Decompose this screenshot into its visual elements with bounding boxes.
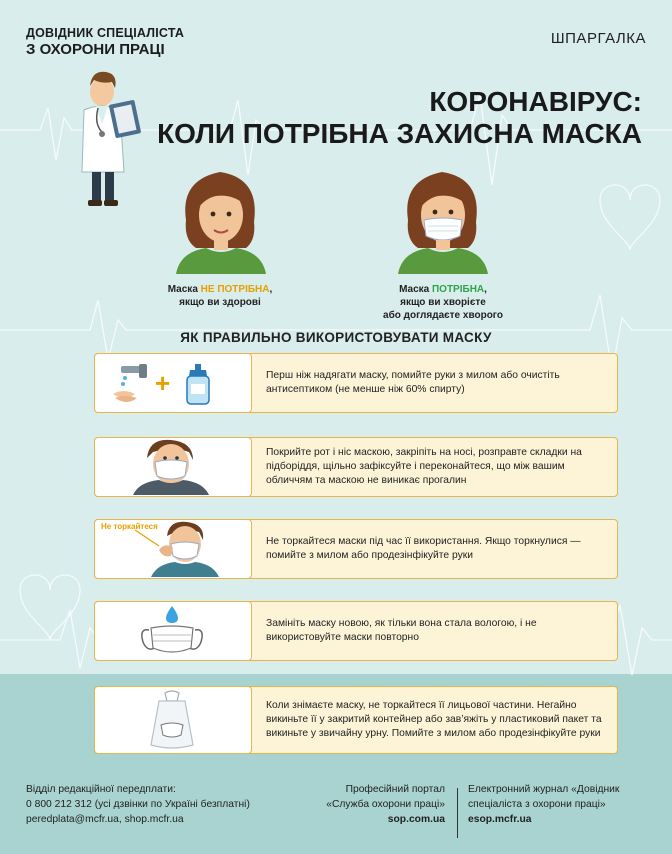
brand-line-1: ДОВІДНИК СПЕЦІАЛІСТА [26,26,185,40]
step-4-text: Замініть маску новою, як тільки вона стала вологою, і не використовуйте маски повторно [266,618,537,643]
step-1-picture [94,353,252,413]
step-card-5 [94,686,618,754]
step-card-2 [94,437,618,497]
caption-mask-needed: Маска ПОТРІБНА, якщо ви хворієте або доглядаєте хворого [383,284,503,321]
footer-portal-link[interactable]: sop.com.ua [387,814,445,825]
step-2-picture [94,437,252,497]
handwash-sanitizer-icon [95,354,250,411]
page-title-line-1: КОРОНАВІРУС: [429,86,642,117]
cheatsheet-badge: ШПАРГАЛКА [550,30,646,47]
woman-with-mask-illustration [398,160,488,274]
page-title-line-2: КОЛИ ПОТРІБНА ЗАХИСНА МАСКА [157,118,642,149]
mask-in-bag-icon [95,687,250,752]
step-card-1 [94,353,618,413]
footer-email-shop[interactable]: peredplata@mcfr.ua, shop.mcfr.ua [26,814,184,825]
not-needed-highlight: НЕ ПОТРІБНА [200,284,270,295]
wet-mask-icon [95,602,250,659]
footer-divider [457,788,458,838]
caption-mask-not-needed: Маска НЕ ПОТРІБНА, якщо ви здорові [167,284,273,308]
man-wearing-mask-icon [95,438,250,495]
woman-without-mask-illustration [176,160,266,274]
step-card-3 [94,519,618,579]
step-3-text: Не торкайтеся маски під час її використання. Якщо торкнулися — помийте з милом або продезінфікуйте руки [266,536,581,561]
needed-highlight: ПОТРІБНА [431,284,485,295]
section-title: ЯК ПРАВИЛЬНО ВИКОРИСТОВУВАТИ МАСКУ [180,330,492,345]
step-5-text: Коли знімаєте маску, не торкайтеся її лицьової частини. Негайно викиньте її у закритий контейнер або зав’яжіть у пластиковий пакет та викиньте у звичайну урну. Помийте з милом або продезінфікуйте руки [266,700,602,739]
footer-phone[interactable]: 0 800 212 312 [26,799,92,810]
brand-line-2: З ОХОРОНИ ПРАЦІ [26,41,165,58]
step-2-text: Покрийте рот і ніс маскою, закріпіть на носі, розправте складки на підборіддя, щільно зафіксуйте і переконайтеся, що між вашим обличчям та маскою не виникає прогалин [266,447,582,486]
footer-subscription: Відділ редакційної передплати: 0 800 212 312 (усі дзвінки по Україні безплатні) peredplata@mcfr.ua, shop.mcfr.ua [26,784,250,825]
step-5-picture [94,686,252,754]
step-3-picture [94,519,252,579]
step-1-text: Перш ніж надягати маску, помийте руки з милом або очистіть антисептиком (не менше ніж 60% спирту) [266,370,560,395]
step-card-4 [94,601,618,661]
svg-text:+: + [155,368,171,398]
footer-journal: Електронний журнал «Довідник спеціаліста з охорони праці» esop.mcfr.ua [468,784,620,825]
do-not-touch-label: Не торкайтеся [101,522,158,531]
doctor-illustration [68,62,148,212]
footer-journal-link[interactable]: esop.mcfr.ua [468,814,532,825]
footer-portal: Професійний портал «Служба охорони праці» sop.com.ua [290,782,445,827]
step-4-picture [94,601,252,661]
